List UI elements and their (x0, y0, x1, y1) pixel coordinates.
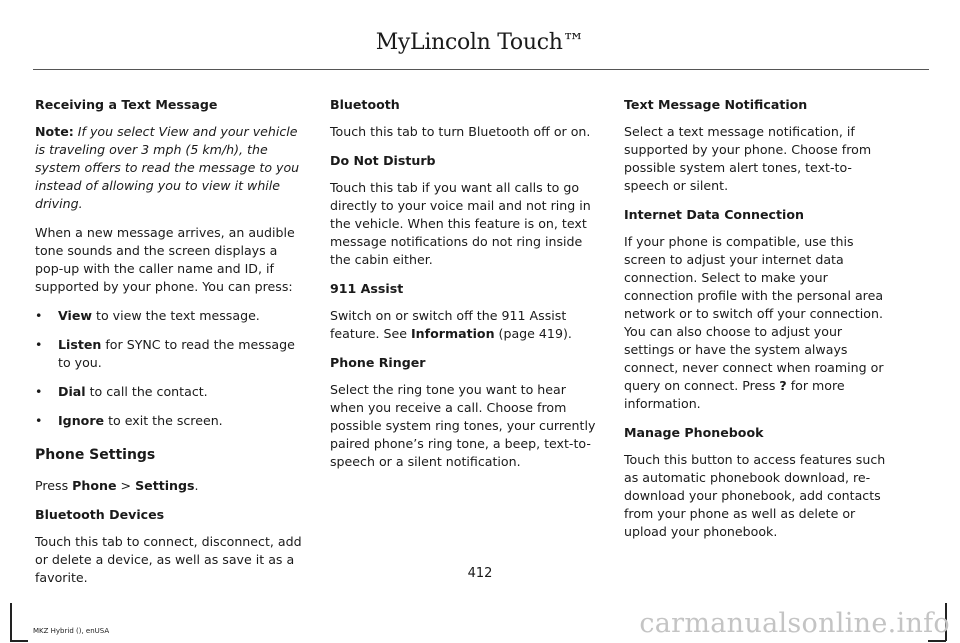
page-number: 412 (467, 566, 493, 581)
note-paragraph (35, 123, 307, 213)
information-link[interactable]: Information (410, 326, 495, 341)
crop-mark-left-vertical (10, 603, 12, 641)
list-item-text: for SYNC to read the message to you. (58, 337, 295, 370)
assist-page-ref: (page 419). (494, 326, 572, 341)
list-item-text: to exit the screen. (104, 413, 223, 428)
note-text: If you select View and your vehicle is traveling over 3 mph (5 km/h), the system offers to read the message to you instead of allowing you to view it while driving. (35, 124, 300, 211)
press-instruction (35, 477, 307, 495)
press-prefix: Press (35, 478, 73, 493)
section-heading-internet: Internet Data Connection (624, 207, 804, 222)
internet-text: If your phone is compatible, use this screen to adjust your internet data connection. Select to make your connection profile with the personal area network or to switch off your connection. You can also choose to adjust your settings or have the system always connect, never connect when roaming or query on connect. Press (624, 234, 884, 393)
assist-paragraph (330, 307, 602, 343)
list-item (35, 307, 307, 325)
section-heading-receiving: Receiving a Text Message (35, 97, 218, 112)
list-item-text: to call the contact. (85, 384, 208, 399)
dnd-paragraph: Touch this tab if you want all calls to go directly to your voice mail and not ring in the vehicle. When this feature is on, text message notifications do not ring inside the cabin either. (330, 180, 591, 267)
list-item (35, 412, 307, 430)
section-heading-phone-settings: Phone Settings (35, 447, 156, 463)
crop-mark-right-horizontal (928, 640, 946, 642)
press-end: . (194, 478, 199, 493)
section-heading-phone-ringer: Phone Ringer (330, 355, 426, 370)
press-settings: Settings (135, 478, 195, 493)
list-item (35, 383, 307, 401)
section-heading-911-assist: 911 Assist (330, 281, 404, 296)
question-mark-key: ? (779, 378, 787, 393)
ringer-paragraph: Select the ring tone you want to hear when you receive a call. Choose from possible system ring tones, your currently paired phone’s ring tone, a beep, text-to-speech or a silent notification. (330, 382, 596, 469)
list-item-term: View (58, 308, 93, 323)
header-divider (33, 69, 929, 70)
section-heading-phonebook: Manage Phonebook (624, 425, 764, 440)
section-heading-bluetooth: Bluetooth (330, 97, 400, 112)
section-heading-text-notification: Text Message Notification (624, 97, 808, 112)
column-middle (330, 96, 602, 482)
press-separator: > (116, 478, 136, 493)
list-item-term: Dial (58, 384, 86, 399)
list-item-term: Listen (58, 337, 102, 352)
list-item (35, 336, 307, 372)
internet-end: for more information. (624, 378, 845, 411)
assist-text: Switch on or switch off the 911 Assist feature. See (330, 308, 567, 341)
notification-paragraph: Select a text message notification, if supported by your phone. Choose from possible system alert tones, text-to-speech or silent. (624, 124, 872, 193)
bt-devices-paragraph: Touch this tab to connect, disconnect, add or delete a device, as well as save it as a favorite. (35, 534, 302, 585)
press-phone: Phone (72, 478, 117, 493)
section-heading-bt-devices: Bluetooth Devices (35, 507, 165, 522)
options-list (35, 307, 307, 430)
watermark-logo[interactable]: carmanualsonline.info (639, 608, 950, 639)
phonebook-paragraph: Touch this button to access features such as automatic phonebook download, re-download your phonebook, add contacts from your phone as well as delete or upload your phonebook. (624, 452, 886, 539)
list-item-text: to view the text message. (92, 308, 260, 323)
intro-paragraph: When a new message arrives, an audible tone sounds and the screen displays a pop-up with the caller name and ID, if supported by your phone. You can press: (35, 225, 295, 294)
section-heading-dnd: Do Not Disturb (330, 153, 436, 168)
bluetooth-paragraph: Touch this tab to turn Bluetooth off or on. (330, 124, 591, 139)
crop-mark-left-horizontal (10, 640, 28, 642)
note-label: Note: (35, 124, 74, 139)
footer-model-text: MKZ Hybrid (), enUSA (33, 627, 110, 635)
page-header-title: MyLincoln Touch™ (375, 30, 585, 55)
internet-paragraph (624, 233, 896, 413)
column-right (624, 96, 896, 552)
list-item-term: Ignore (58, 413, 105, 428)
column-left (35, 96, 307, 598)
